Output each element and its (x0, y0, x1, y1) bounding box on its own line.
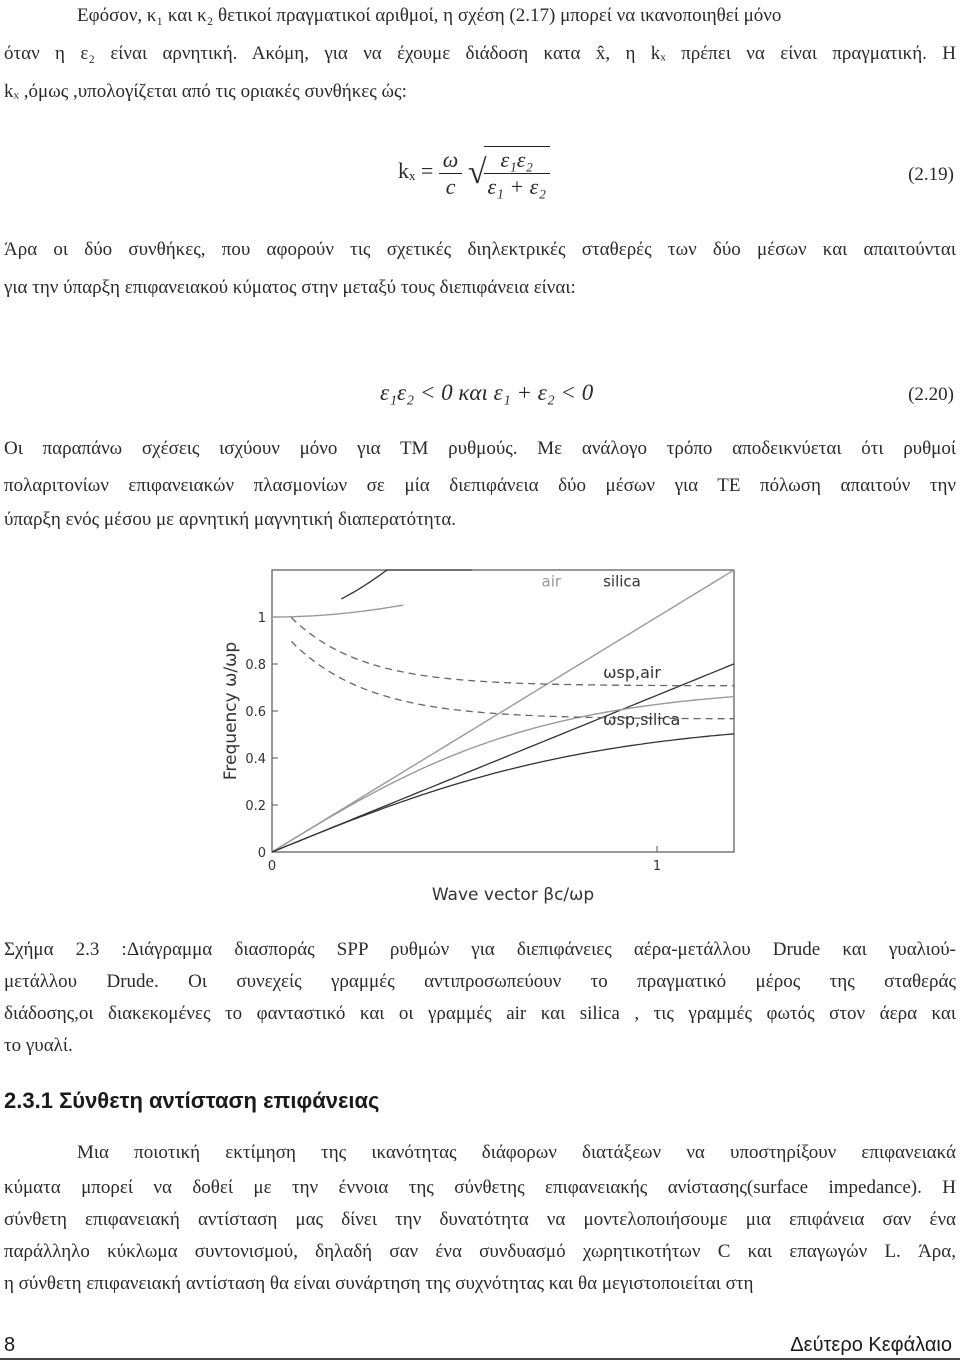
eq219-lhs: kₓ = (398, 158, 434, 184)
spp-silica-real (272, 734, 734, 852)
equation-2-20: ε₁ε₂ < 0 και ε₁ + ε₂ < 0 (380, 380, 594, 405)
x-tick-label: 0 (267, 859, 277, 874)
annotation-sp-air: ωsp,air (603, 663, 661, 683)
eq219-frac-eps (484, 146, 550, 200)
spp-silica-imag (291, 641, 734, 718)
section-number: 2.3.1 (4, 1088, 53, 1113)
eq219-frac1-num: ω (439, 147, 463, 174)
para1-line2: όταν η ε₂ είναι αρνητική. Ακόμη, για να έχουμε διάδοση κατα x̂, η kₓ πρέπει να είναι πραγματική. Η (4, 43, 956, 64)
para4-line2: κύματα μπορεί να δοθεί με την έννοια της σύνθετης επιφανειακής ανίστασης(surface impedance). Η (4, 1177, 956, 1198)
caption-line4: το γυαλί. (4, 1035, 73, 1056)
para4-line1: Μια ποιοτική εκτίμηση της ικανότητας διάφορων διατάξεων να υποστηρίξουν επιφανειακά (77, 1142, 956, 1163)
para4-line3: σύνθετη επιφανειακή αντίσταση μας δίνει την δυνατότητα να μοντελοποιήσουμε μια επιφάνεια σαν ένα (4, 1209, 956, 1230)
annotation-air: air (541, 572, 562, 591)
upper-silica-real (341, 570, 472, 599)
section-title: Σύνθετη αντίσταση επιφάνειας (59, 1088, 380, 1113)
y-tick-label: 1 (257, 611, 266, 626)
section-heading (4, 1088, 380, 1114)
x-tick-label: 1 (652, 859, 662, 874)
para4-line4: παράλληλο κύκλωμα συντονισμού, δηλαδή σαν ένα συνδυασμό χωρητικοτήτων C και επαγωγών L. Άρα, (4, 1241, 956, 1262)
equation-2-19 (398, 146, 550, 200)
para3-line1: Οι παραπάνω σχέσεις ισχύουν μόνο για ΤΜ ρυθμούς. Με ανάλογο τρόπο αποδεικνύεται ότι ρυθμοί (4, 438, 956, 459)
eq219-frac1-den: c (445, 173, 456, 199)
para1-line1: Εφόσον, κ₁ και κ₂ θετικοί πραγματικοί αριθμοί, η σχέση (2.17) μπορεί να ικανοποιηθεί μόνο (77, 5, 782, 26)
annotation-sp-silica: ωsp,silica (603, 710, 681, 730)
para2-line1: Άρα οι δύο συνθήκες, που αφορούν τις σχετικές διηλεκτρικές σταθερές των δύο μέσων και απαιτούνται (4, 239, 956, 260)
eq219-number: (2.19) (908, 164, 954, 185)
para2-line2: για την ύπαρξη επιφανειακού κύματος στην μεταξύ τους διεπιφάνεια είναι: (4, 277, 576, 298)
eq219-frac2-num: ε₁ε₂ (484, 147, 550, 174)
eq219-frac2-den: ε₁ + ε₂ (487, 174, 546, 199)
y-tick-label: 0.8 (245, 658, 266, 673)
caption-line2: μετάλλου Drude. Οι συνεχείς γραμμές αντιπροσωπεύουν το πραγματικό μέρος της σταθεράς (4, 971, 956, 992)
para3-line2: πολαριτονίων επιφανειακών πλασμονίων σε μία διεπιφάνεια δύο μέσων για ΤΕ πόλωση απαιτούν την (4, 475, 956, 496)
dispersion-chart (214, 552, 754, 922)
page-number: 8 (4, 1334, 16, 1356)
eq220-number: (2.20) (908, 384, 954, 405)
upper-air-real (272, 605, 403, 617)
sqrt-icon: √ (467, 154, 487, 191)
caption-line3: διάδοσης,οι διακεκομένες το φανταστικό και οι γραμμές air και silica , τις γραμμές φωτός στον άερα και (4, 1003, 956, 1024)
x-axis-label: Wave vector βc/ωp (431, 885, 595, 905)
y-tick-label: 0 (257, 846, 266, 861)
y-tick-label: 0.2 (245, 799, 266, 814)
footer-rule (0, 1358, 960, 1360)
annotation-silica: silica (603, 572, 641, 591)
y-tick-label: 0.6 (245, 705, 266, 720)
para4-line5: η σύνθετη επιφανειακή αντίσταση θα είναι συνάρτηση της συχνότητας και θα μεγιστοποιείται στη (4, 1273, 754, 1294)
plot-labels (221, 572, 680, 905)
caption-line1: Σχήμα 2.3 :Διάγραμμα διασποράς SPP ρυθμών για διεπιφάνειες αέρα-μετάλλου Drude και γυαλιού- (4, 939, 956, 960)
y-tick-label: 0.4 (245, 752, 266, 767)
para3-line3: ύπαρξη ενός μέσου με αρνητική μαγνητική διαπερατότητα. (4, 509, 457, 530)
y-axis-label: Frequency ω/ωp (221, 641, 241, 781)
para1-line3: kₓ ,όμως ,υπολογίζεται από τις οριακές συνθήκες ώς: (4, 81, 407, 102)
spp-air-imag (291, 618, 734, 686)
chapter-title: Δεύτερο Κεφάλαιο (790, 1334, 952, 1356)
eq219-frac-omega-c (439, 147, 463, 200)
